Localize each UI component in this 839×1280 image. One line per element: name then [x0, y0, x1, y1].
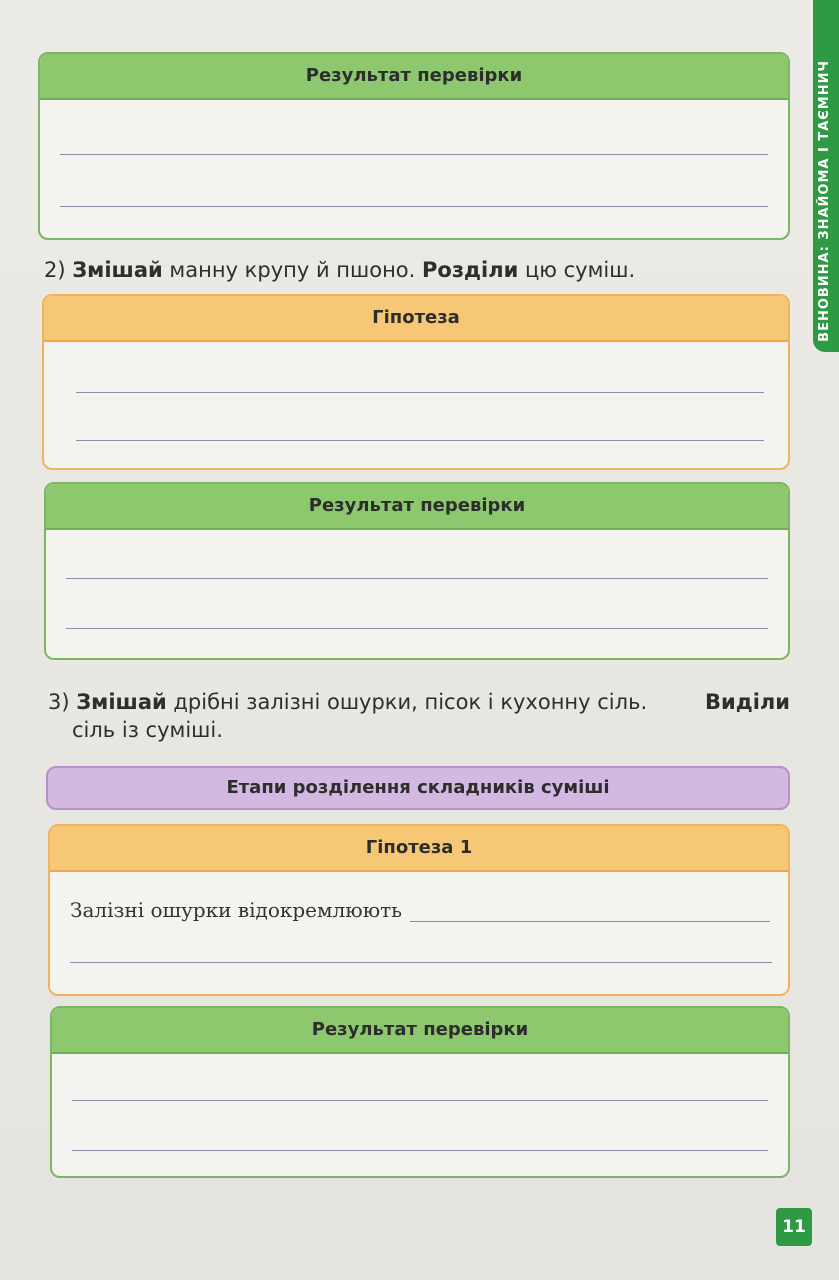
hypothesis-prompt-row [70, 898, 770, 922]
task-2-number: 2) [44, 258, 66, 282]
answer-line[interactable] [410, 903, 770, 922]
hypothesis-box-4 [48, 824, 790, 996]
result-box-1-title: Результат перевірки [40, 54, 788, 100]
result-box-5-title: Результат перевірки [52, 1008, 788, 1054]
task-2-text-2: цю суміш. [518, 258, 636, 282]
chapter-side-tab-text: ВЕНОВИНА: ЗНАЙОМА І ТАЄМНИЧ [817, 60, 832, 342]
task-3-line-1 [48, 688, 790, 716]
answer-line[interactable] [70, 962, 772, 963]
result-box-5 [50, 1006, 790, 1178]
hypothesis-box-2 [42, 294, 790, 470]
chapter-side-tab [813, 0, 839, 352]
task-3-verb-extract: Виділи [705, 690, 790, 714]
task-2 [44, 256, 635, 284]
task-2-verb-separate: Розділи [422, 258, 519, 282]
answer-line[interactable] [60, 154, 768, 155]
task-3 [48, 688, 790, 744]
answer-line[interactable] [60, 206, 768, 207]
answer-line[interactable] [66, 628, 768, 629]
answer-line[interactable] [76, 392, 764, 393]
hypothesis-box-4-title: Гіпотеза 1 [50, 826, 788, 872]
task-2-verb-mix: Змішай [72, 258, 163, 282]
task-3-number: 3) [48, 690, 70, 714]
task-2-text-1: манну крупу й пшоно. [162, 258, 423, 282]
result-box-1 [38, 52, 790, 240]
answer-line[interactable] [66, 578, 768, 579]
task-3-text-1: дрібні залізні ошурки, пісок і кухонну сіль. [166, 690, 648, 714]
hypothesis-prompt-text: Залізні ошурки відокремлюють [70, 898, 403, 922]
result-box-3 [44, 482, 790, 660]
page-number: 11 [776, 1208, 812, 1246]
task-3-verb-mix: Змішай [76, 690, 167, 714]
answer-line[interactable] [72, 1100, 768, 1101]
task-3-line-2: сіль із суміші. [72, 718, 223, 742]
result-box-3-title: Результат перевірки [46, 484, 788, 530]
answer-line[interactable] [76, 440, 764, 441]
separation-stages-header: Етапи розділення складників суміші [46, 766, 790, 810]
answer-line[interactable] [72, 1150, 768, 1151]
hypothesis-box-2-title: Гіпотеза [44, 296, 788, 342]
